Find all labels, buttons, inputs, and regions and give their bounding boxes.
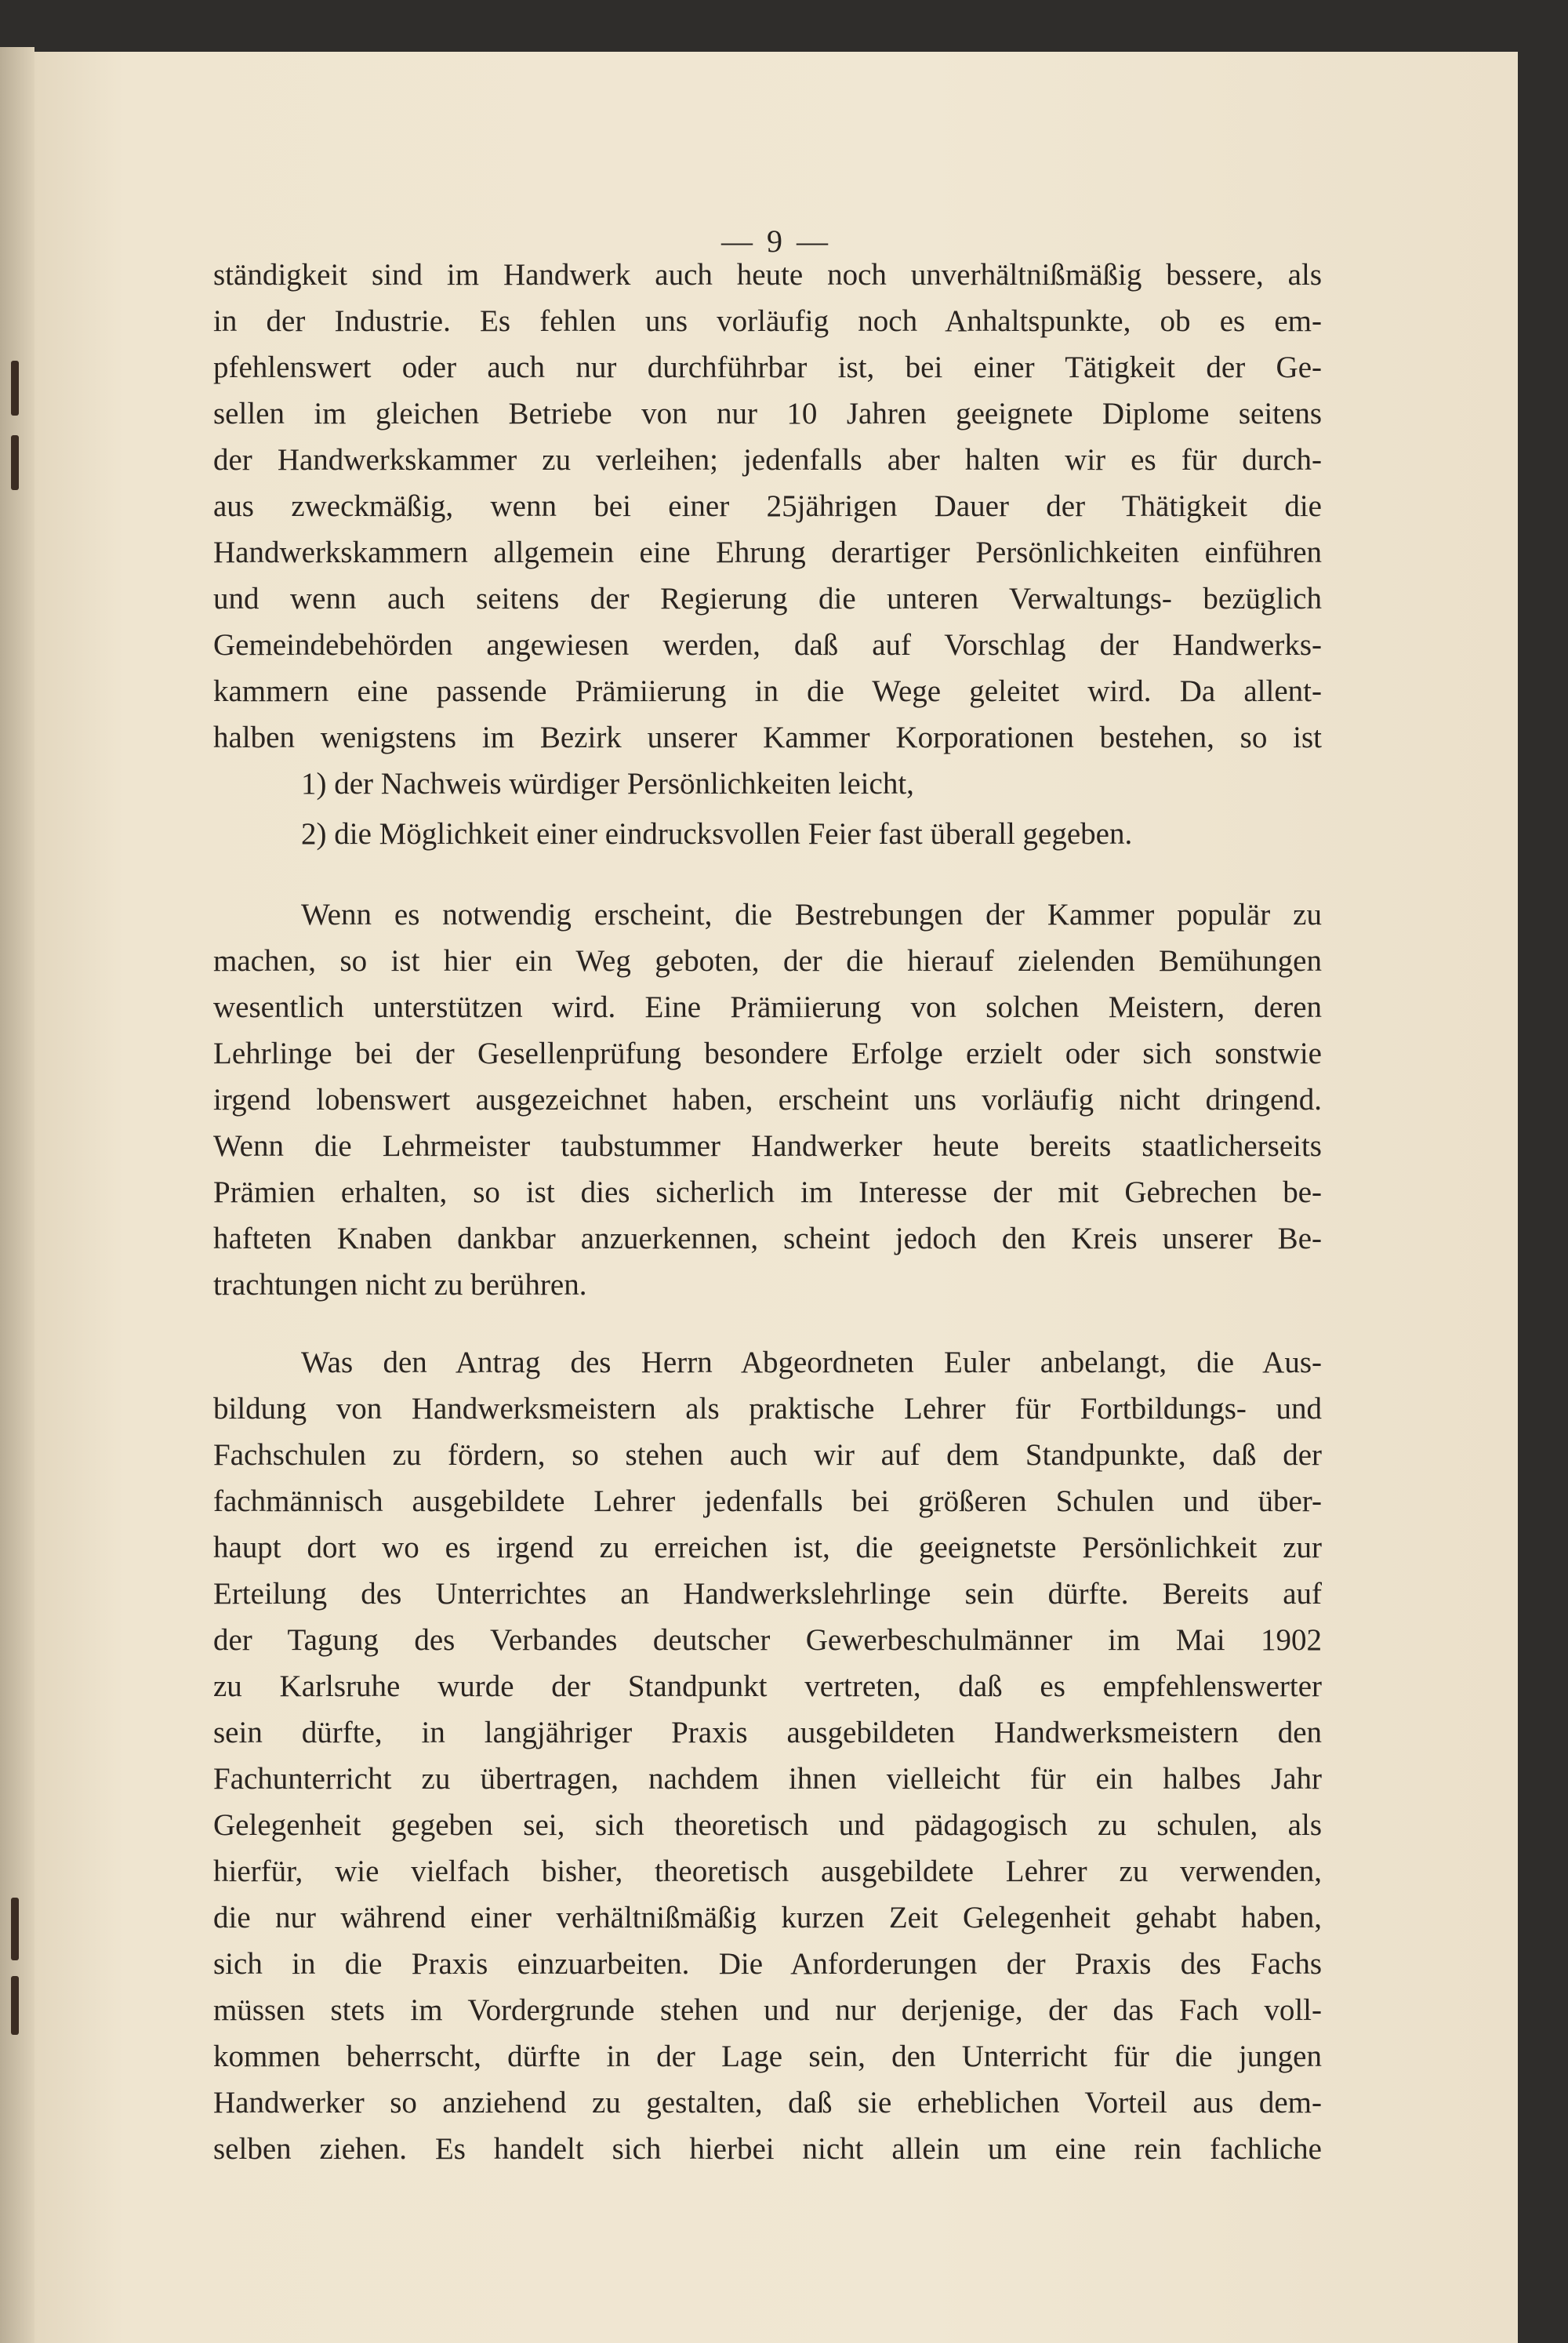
text-line: der Tagung des Verbandes deutscher Gewerbeschulmänner im Mai 1902 — [213, 1623, 1322, 1657]
text-line: Lehrlinge bei der Gesellenprüfung besondere Erfolge erzielt oder sich sonstwie — [213, 1037, 1322, 1070]
text-line: Gelegenheit gegeben sei, sich theoretisch und pädagogisch zu schulen, als — [213, 1808, 1322, 1842]
text-line: Erteilung des Unterrichtes an Handwerkslehrlinge sein dürfte. Bereits auf — [213, 1577, 1322, 1611]
text-line: sich in die Praxis einzuarbeiten. Die Anforderungen der Praxis des Fachs — [213, 1947, 1322, 1981]
text-line: müssen stets im Vordergrunde stehen und nur derjenige, der das Fach voll- — [213, 1993, 1322, 2027]
text-line: Handwerkskammern allgemein eine Ehrung derartiger Persönlichkeiten einführen — [213, 536, 1322, 569]
text-line: haupt dort wo es irgend zu erreichen ist, die geeignetste Persönlichkeit zur — [213, 1531, 1322, 1564]
text-line: selben ziehen. Es handelt sich hierbei nicht allein um eine rein fachliche — [213, 2132, 1322, 2166]
text-line: Fachschulen zu fördern, so stehen auch wir auf dem Standpunkte, daß der — [213, 1438, 1322, 1472]
text-line: trachtungen nicht zu berühren. — [213, 1268, 587, 1302]
text-line: in der Industrie. Es fehlen uns vorläufig noch Anhaltspunkte, ob es em- — [213, 304, 1322, 338]
binding-mark — [11, 435, 19, 490]
text-line: Was den Antrag des Herrn Abgeordneten Euler anbelangt, die Aus- — [301, 1346, 1322, 1379]
text-line: und wenn auch seitens der Regierung die unteren Verwaltungs- bezüglich — [213, 582, 1322, 616]
text-line: fachmännisch ausgebildete Lehrer jedenfalls bei größeren Schulen und über- — [213, 1484, 1322, 1518]
text-line: die nur während einer verhältnißmäßig kurzen Zeit Gelegenheit gehabt haben, — [213, 1901, 1322, 1934]
paragraph-1 — [213, 252, 1322, 761]
text-line: Prämien erhalten, so ist dies sicherlich im Interesse der mit Gebrechen be- — [213, 1175, 1322, 1209]
numbered-list — [213, 759, 1322, 859]
paragraph-3 — [213, 1339, 1322, 2172]
text-line: hierfür, wie vielfach bisher, theoretisch ausgebildete Lehrer zu verwenden, — [213, 1854, 1322, 1888]
text-line: ständigkeit sind im Handwerk auch heute noch unverhältnißmäßig bessere, als — [213, 258, 1322, 292]
list-item: 1) der Nachweis würdiger Persönlichkeiten leicht, — [301, 767, 914, 801]
text-line: irgend lobenswert ausgezeichnet haben, erscheint uns vorläufig nicht dringend. — [213, 1083, 1322, 1117]
text-line: Wenn es notwendig erscheint, die Bestrebungen der Kammer populär zu — [301, 898, 1322, 932]
text-line: Gemeindebehörden angewiesen werden, daß auf Vorschlag der Handwerks- — [213, 628, 1322, 662]
text-line: Handwerker so anziehend zu gestalten, daß sie erheblichen Vorteil aus dem- — [213, 2086, 1322, 2120]
page-number: — 9 — — [721, 223, 831, 259]
text-line: sellen im gleichen Betriebe von nur 10 Jahren geeignete Diplome seitens — [213, 397, 1322, 430]
text-line: wesentlich unterstützen wird. Eine Prämiierung von solchen Meistern, deren — [213, 990, 1322, 1024]
text-line: halben wenigstens im Bezirk unserer Kammer Korporationen bestehen, so ist — [213, 721, 1322, 754]
text-line: der Handwerkskammer zu verleihen; jedenfalls aber halten wir es für durch- — [213, 443, 1322, 477]
binding-mark — [11, 1898, 19, 1960]
list-item: 2) die Möglichkeit einer eindrucksvollen Feier fast überall gegeben. — [301, 817, 1133, 851]
binding-mark — [11, 361, 19, 416]
text-line: zu Karlsruhe wurde der Standpunkt vertreten, daß es empfehlenswerter — [213, 1669, 1322, 1703]
text-line: Fachunterricht zu übertragen, nachdem ihnen vielleicht für ein halbes Jahr — [213, 1762, 1322, 1796]
text-line: bildung von Handwerksmeistern als praktische Lehrer für Fortbildungs- und — [213, 1392, 1322, 1426]
binding-mark — [11, 1976, 19, 2035]
text-line: Wenn die Lehrmeister taubstummer Handwerker heute bereits staatlicherseits — [213, 1129, 1322, 1163]
paragraph-2 — [213, 892, 1322, 1308]
text-line: kommen beherrscht, dürfte in der Lage sein, den Unterricht für die jungen — [213, 2040, 1322, 2073]
text-line: sein dürfte, in langjähriger Praxis ausgebildeten Handwerksmeistern den — [213, 1716, 1322, 1749]
text-line: aus zweckmäßig, wenn bei einer 25jährigen Dauer der Thätigkeit die — [213, 489, 1322, 523]
text-line: kammern eine passende Prämiierung in die Wege geleitet wird. Da allent- — [213, 674, 1322, 708]
text-line: machen, so ist hier ein Weg geboten, der die hierauf zielenden Bemühungen — [213, 944, 1322, 978]
text-line: pfehlenswert oder auch nur durchführbar ist, bei einer Tätigkeit der Ge- — [213, 351, 1322, 384]
text-line: hafteten Knaben dankbar anzuerkennen, scheint jedoch den Kreis unserer Be- — [213, 1222, 1322, 1255]
